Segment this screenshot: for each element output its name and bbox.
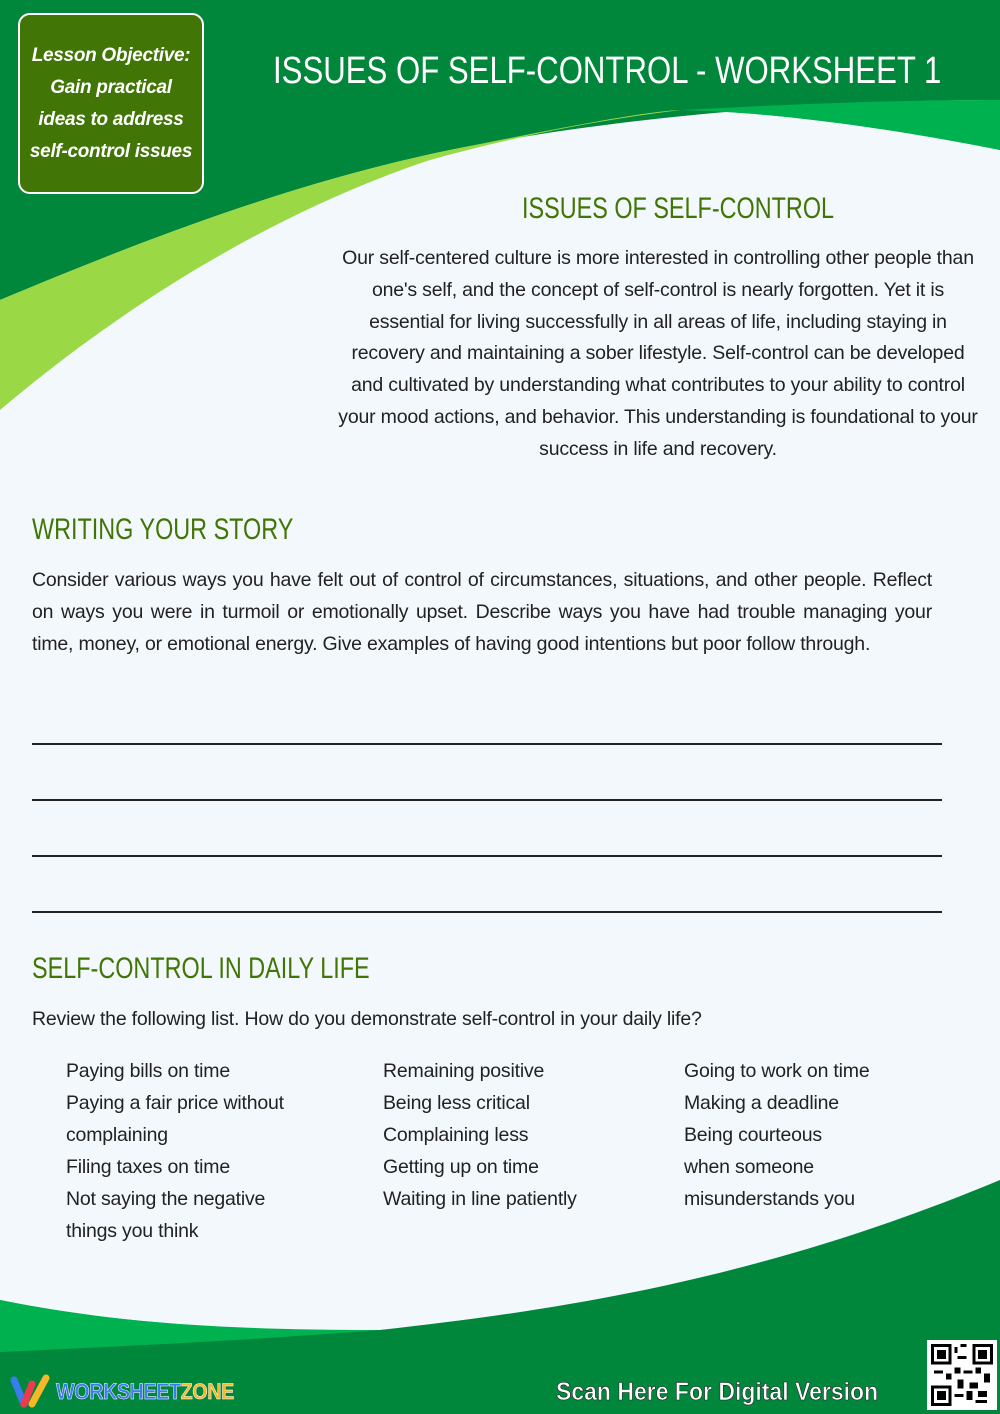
daily-list-column-3 bbox=[684, 1055, 954, 1215]
daily-list-column-2 bbox=[383, 1055, 653, 1215]
answer-line-2[interactable] bbox=[32, 799, 942, 801]
list-item: Making a deadline bbox=[684, 1092, 839, 1114]
scan-caption: Scan Here For Digital Version bbox=[556, 1378, 879, 1406]
objective-line: Gain practical bbox=[50, 77, 172, 98]
answer-line-4[interactable] bbox=[32, 911, 942, 913]
qr-code-icon[interactable] bbox=[927, 1340, 997, 1410]
list-item: Waiting in line patiently bbox=[383, 1188, 577, 1210]
objective-line: Lesson Objective: bbox=[31, 45, 191, 66]
story-instructions: Consider various ways you have felt out of control of circumstances, situations, and other people. Reflect on ways you were in turmoil or emotionally upset. Describe ways you have had trouble managing your time, money, or emotional energy. Give examples of having good intentions but poor follow through. bbox=[32, 569, 932, 655]
list-item: Paying bills on time bbox=[66, 1060, 230, 1082]
list-item: Paying a fair price without bbox=[66, 1092, 284, 1114]
answer-line-3[interactable] bbox=[32, 855, 942, 857]
list-item: Complaining less bbox=[383, 1124, 529, 1146]
list-item: when someone bbox=[684, 1156, 814, 1178]
daily-list-column-1 bbox=[66, 1055, 336, 1247]
daily-heading: SELF-CONTROL IN DAILY LIFE bbox=[32, 952, 370, 985]
worksheet-title: ISSUES OF SELF-CONTROL - WORKSHEET 1 bbox=[273, 50, 942, 92]
answer-line-1[interactable] bbox=[32, 743, 942, 745]
lesson-objective-box bbox=[18, 13, 204, 194]
list-item: Being courteous bbox=[684, 1124, 822, 1146]
brand-name: WORKSHEETZONE bbox=[56, 1379, 234, 1404]
list-item: Remaining positive bbox=[383, 1060, 545, 1082]
list-item: Being less critical bbox=[383, 1092, 530, 1114]
list-item: Getting up on time bbox=[383, 1156, 539, 1178]
list-item: Filing taxes on time bbox=[66, 1156, 230, 1178]
intro-paragraph: Our self-centered culture is more interested in controlling other people than one's self, and the concept of self-control is nearly forgotten. Yet it is essential for living successfully in all areas of life, including staying in recovery and maintaining a sober lifestyle. Self-control can be developed and cultivated by understanding what contributes to your ability to control your mood actions, and behavior. This understanding is foundational to your success in life and recovery. bbox=[338, 247, 978, 460]
worksheetzone-w-icon bbox=[8, 1374, 52, 1410]
daily-prompt: Review the following list. How do you demonstrate self-control in your daily life? bbox=[32, 1008, 702, 1030]
story-heading: WRITING YOUR STORY bbox=[32, 513, 294, 546]
worksheetzone-logo[interactable] bbox=[8, 1374, 254, 1410]
list-item: Going to work on time bbox=[684, 1060, 870, 1082]
list-item: complaining bbox=[66, 1124, 168, 1146]
list-item: Not saying the negative bbox=[66, 1188, 266, 1210]
objective-line: self-control issues bbox=[29, 141, 193, 162]
list-item: misunderstands you bbox=[684, 1188, 855, 1210]
objective-line: ideas to address bbox=[38, 109, 184, 130]
list-item: things you think bbox=[66, 1220, 199, 1242]
intro-heading: ISSUES OF SELF-CONTROL bbox=[522, 192, 835, 225]
